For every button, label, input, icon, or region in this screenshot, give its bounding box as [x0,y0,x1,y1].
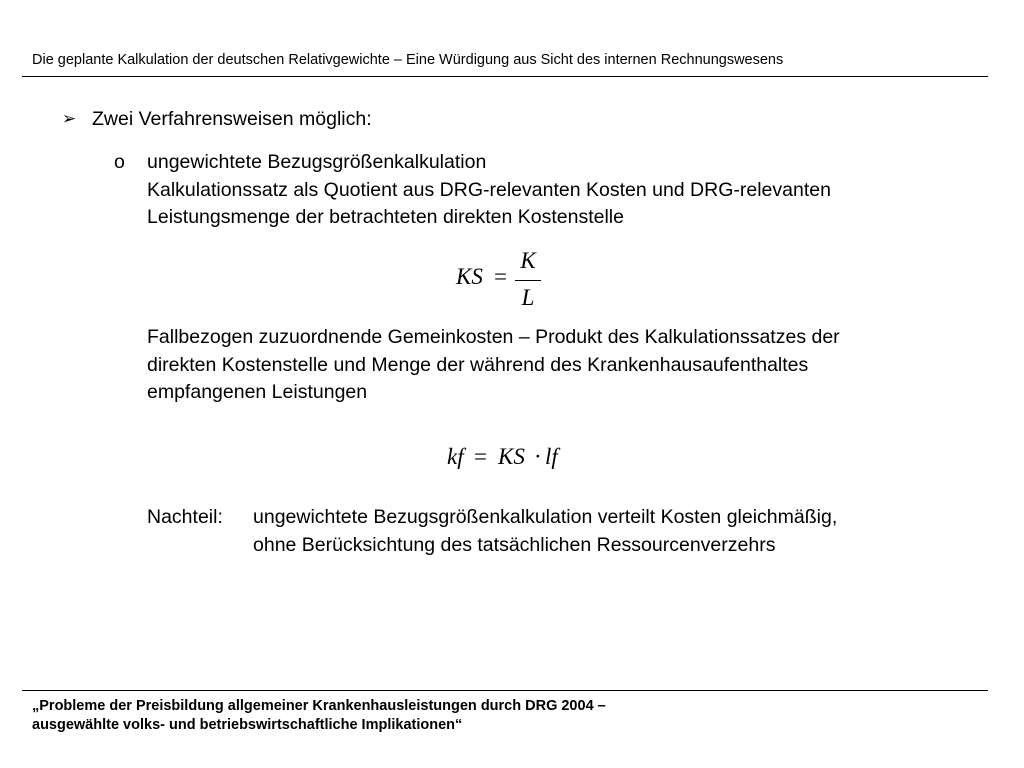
formula-ks-denominator: L [521,285,535,310]
footer-line: „Probleme der Preisbildung allgemeiner Krankenhausleistungen durch DRG 2004 – [32,698,606,714]
sub-bullet-line: Kalkulationssatz als Quotient aus DRG-relevanten Kosten und DRG-relevanten [147,178,831,201]
disadvantage-text [253,504,837,559]
formula-ks-fraction-line [515,280,541,281]
sub-bullet-line: Leistungsmenge der betrachteten direkten Kostenstelle [147,206,624,228]
header-divider [22,76,988,77]
paragraph-line: direkten Kostenstelle und Menge der während des Krankenhausaufenthaltes [147,353,809,376]
paragraph-line: Fallbezogen zuzuordnende Gemeinkosten – Produkt des Kalkulationssatzes der [147,326,840,348]
footer-divider [22,690,988,691]
formula-kf-equals: = [474,444,487,469]
formula-ks-lhs: KS [456,264,483,289]
footer-title [32,697,606,735]
footer-line: ausgewählte volks- und betriebswirtschaftliche Implikationen“ [32,717,463,733]
formula-kf-lhs: kf [447,444,464,469]
header-title: Die geplante Kalkulation der deutschen Relativgewichte – Eine Würdigung aus Sicht des internen Rechnungswesens [32,52,784,68]
formula-kf-term2: lf [545,444,558,469]
paragraph-overhead-costs [147,324,840,407]
sub-bullet-text [147,149,831,232]
formula-ks-numerator: K [520,248,536,273]
sub-bullet-line: ungewichtete Bezugsgrößenkalkulation [147,151,487,173]
bullet-text: Zwei Verfahrensweisen möglich: [92,108,372,130]
formula-kf-dot: · [534,444,542,469]
sub-bullet-marker: o [114,151,125,173]
formula-ks-equals: = [494,264,507,289]
bullet-item-procedures [62,108,372,131]
paragraph-line: empfangenen Leistungen [147,381,368,403]
arrow-bullet-icon: ➢ [62,109,77,128]
disadvantage-label: Nachteil: [147,506,223,528]
disadvantage-line: ohne Berücksichtung des tatsächlichen Ressourcenverzehrs [253,533,776,556]
formula-kf-term1: KS [498,444,525,469]
disadvantage-line: ungewichtete Bezugsgrößenkalkulation verteilt Kosten gleichmäßig, [253,506,838,528]
